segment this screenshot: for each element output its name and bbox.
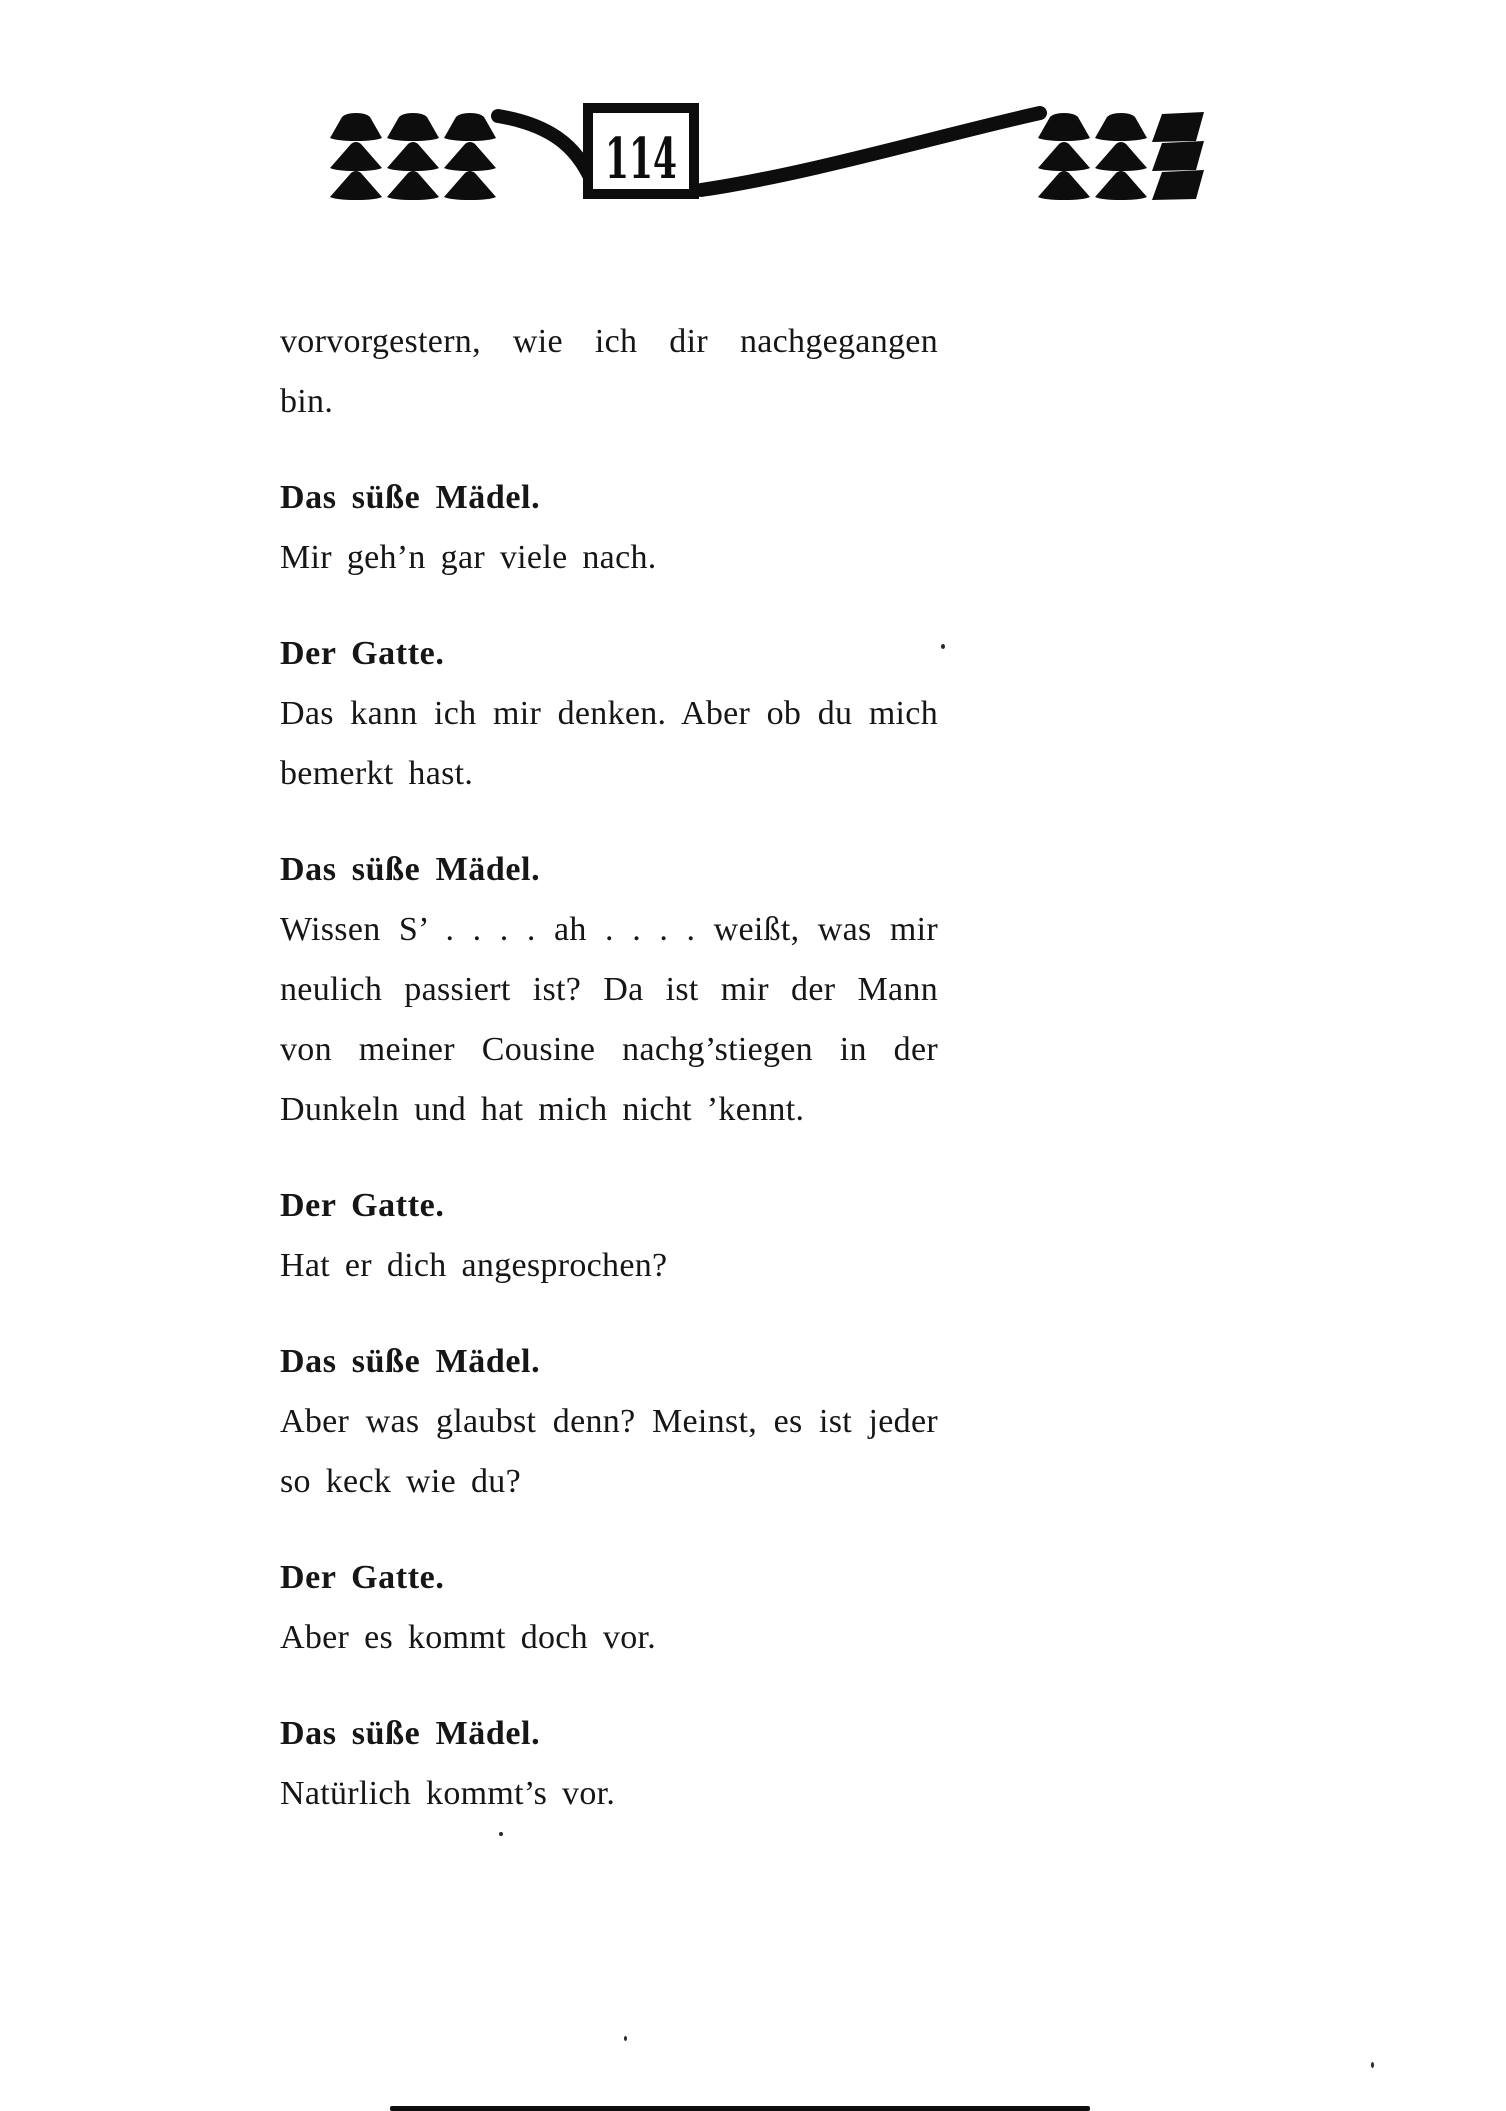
speaker-heading: Das süße Mädel.	[280, 479, 541, 516]
dialogue-section	[280, 1704, 938, 1824]
page-number-box	[588, 108, 694, 194]
section-lines	[280, 900, 938, 1140]
header-ornament	[0, 100, 1506, 210]
text-column	[280, 312, 938, 1824]
dialogue-line: von meiner Cousine nachg’stiegen in der	[280, 1031, 938, 1068]
section-lines	[280, 528, 938, 588]
dialogue-line: neulich passiert ist? Da ist mir der Mann	[280, 971, 938, 1008]
dialogue-line: bemerkt hast.	[280, 755, 474, 792]
dialogue-line: Aber was glaubst denn? Meinst, es ist jeder	[280, 1403, 938, 1440]
dialogue-line: vorvorgestern, wie ich dir nachgegangen	[280, 323, 938, 360]
section-lines	[280, 1608, 938, 1668]
dialogue-line: Hat er dich angesprochen?	[280, 1247, 668, 1284]
dialogue-section	[280, 840, 938, 1140]
dialogue-section	[280, 1548, 938, 1668]
dialogue-section	[280, 624, 938, 804]
dialogue-line: so keck wie du?	[280, 1463, 521, 1500]
section-lines	[280, 1236, 938, 1296]
scan-speck	[1371, 2062, 1374, 2068]
left-flourish-line	[498, 116, 595, 188]
speaker-heading: Der Gatte.	[280, 1187, 445, 1224]
dialogue-line: Aber es kommt doch vor.	[280, 1619, 657, 1656]
opening-paragraph	[280, 312, 938, 432]
dialogue-section	[280, 1332, 938, 1512]
dialogue-sections	[280, 468, 938, 1824]
scan-speck	[499, 1832, 503, 1836]
right-triangles-ornament	[1038, 112, 1204, 200]
page-bottom-scan-edge	[390, 2106, 1090, 2111]
section-lines	[280, 1392, 938, 1512]
speaker-heading: Der Gatte.	[280, 1559, 445, 1596]
dialogue-line: Das kann ich mir denken. Aber ob du mich	[280, 695, 938, 732]
speaker-heading: Das süße Mädel.	[280, 1715, 541, 1752]
dialogue-line: Natürlich kommt’s vor.	[280, 1775, 616, 1812]
dialogue-line: Dunkeln und hat mich nicht ’kennt.	[280, 1091, 805, 1128]
right-flourish-line	[701, 113, 1040, 190]
speaker-heading: Der Gatte.	[280, 635, 445, 672]
dialogue-line: Wissen S’ . . . . ah . . . . weißt, was mir	[280, 911, 938, 948]
scan-speck	[624, 2036, 627, 2041]
section-lines	[280, 684, 938, 804]
page-number: 114	[605, 126, 677, 192]
dialogue-section	[280, 468, 938, 588]
scan-speck	[941, 644, 945, 649]
dialogue-line: bin.	[280, 383, 334, 420]
speaker-heading: Das süße Mädel.	[280, 851, 541, 888]
dialogue-line: Mir geh’n gar viele nach.	[280, 539, 657, 576]
speaker-heading: Das süße Mädel.	[280, 1343, 541, 1380]
dialogue-section	[280, 1176, 938, 1296]
section-lines	[280, 1764, 938, 1824]
left-triangles-ornament	[330, 113, 496, 200]
